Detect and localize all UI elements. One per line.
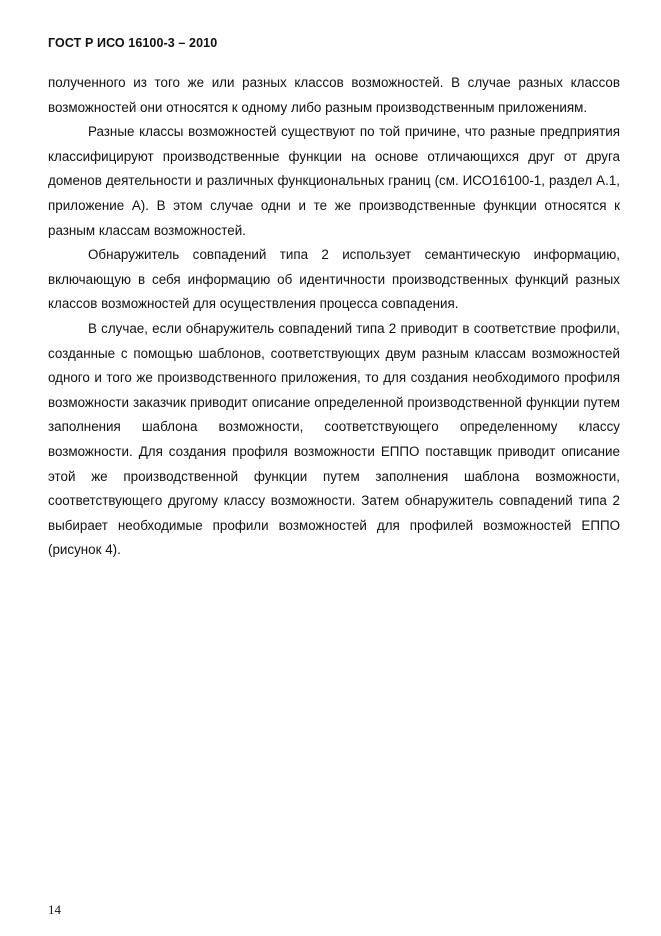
page-number: 14: [48, 902, 61, 917]
paragraph-capability-classes: Разные классы возможностей существуют по той причине, что разные предприятия классифицируют производственные функции на основе отличающихся друг от друга доменов деятельности и различных функциональных границ (см. ИСО16100-1, раздел А.1, приложение А). В этом случае одни и те же производственные функции относятся к разным классам возможностей.: [48, 124, 620, 238]
paragraph-semantic-info: Обнаружитель совпадений типа 2 использует семантическую информацию, включающую в себя информацию об идентичности производственных функций разных классов возможностей для осуществления процесса совпадения.: [48, 247, 620, 312]
body-text: [48, 71, 620, 563]
paragraph-continuation: полученного из того же или разных классов возможностей. В случае разных классов возможностей они относятся к одному либо разным производственным приложениям.: [48, 75, 620, 115]
document-header: ГОСТ Р ИСО 16100-3 – 2010: [48, 36, 218, 50]
paragraph-matcher-type2: В случае, если обнаружитель совпадений типа 2 приводит в соответствие профили, созданные с помощью шаблонов, соответствующих двум разным классам возможностей одного и того же производственного приложения, то для создания необходимого профиля возможности заказчик приводит описание определенной производственной функции путем заполнения шаблона возможности, соответствующего определенному классу возможности. Для создания профиля возможности ЕППО поставщик приводит описание этой же производственной функции путем заполнения шаблона возможности, соответствующего другому классу возможности. Затем обнаружитель совпадений типа 2 выбирает необходимые профили возможностей для профилей возможностей ЕППО (рисунок 4).: [48, 320, 620, 558]
